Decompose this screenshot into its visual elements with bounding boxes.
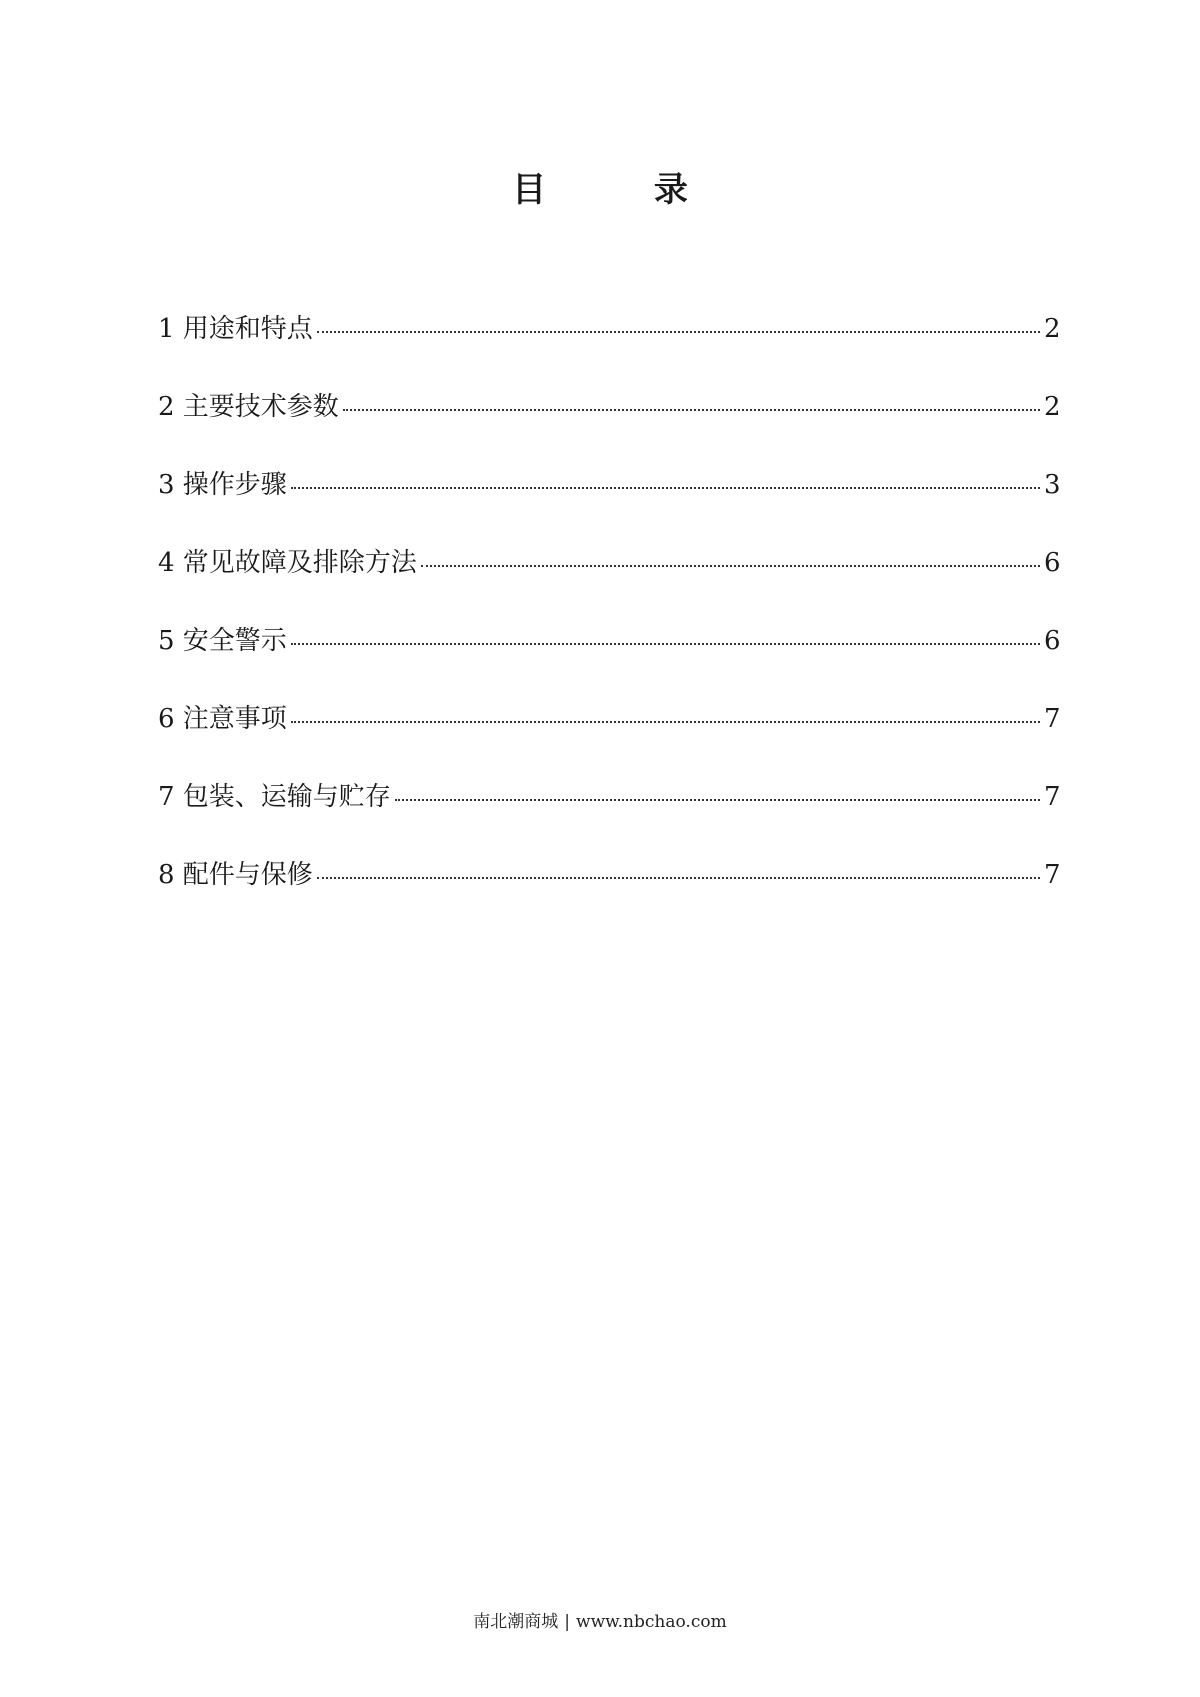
page-title: 目 录 <box>512 169 736 210</box>
toc-entry-1[interactable] <box>158 316 1060 394</box>
toc-entry-page: 2 <box>1044 392 1061 422</box>
toc-entry-page: 7 <box>1044 704 1061 734</box>
toc-entry-4[interactable] <box>158 550 1060 628</box>
toc-entry-page: 3 <box>1044 470 1061 500</box>
toc-entry-page: 2 <box>1044 314 1061 344</box>
toc-entry-2[interactable] <box>158 394 1060 472</box>
footer-url-link[interactable]: www.nbchao.com <box>576 1612 727 1632</box>
toc-entry-page: 7 <box>1044 782 1061 812</box>
toc-entry-label: 1 用途和特点 <box>158 314 313 344</box>
toc-entry-8[interactable] <box>158 862 1060 940</box>
toc-dot-leader <box>317 877 1040 879</box>
toc-dot-leader <box>291 721 1040 723</box>
toc-entry-5[interactable] <box>158 628 1060 706</box>
toc-entry-7[interactable] <box>158 784 1060 862</box>
toc-entry-6[interactable] <box>158 706 1060 784</box>
toc-dot-leader <box>421 565 1040 567</box>
toc-entry-label: 3 操作步骤 <box>158 470 287 500</box>
toc-entry-label: 7 包装、运输与贮存 <box>158 782 391 812</box>
toc-entry-label: 2 主要技术参数 <box>158 392 339 422</box>
toc-dot-leader <box>343 409 1040 411</box>
footer-brand: 南北潮商城 <box>473 1612 559 1632</box>
footer-separator: | <box>564 1612 571 1632</box>
toc-entry-label: 6 注意事项 <box>158 704 287 734</box>
toc-entry-page: 6 <box>1044 626 1061 656</box>
toc-entry-3[interactable] <box>158 472 1060 550</box>
toc-dot-leader <box>317 331 1040 333</box>
toc-entry-label: 4 常见故障及排除方法 <box>158 548 417 578</box>
toc-dot-leader <box>291 487 1040 489</box>
toc-entry-label: 5 安全警示 <box>158 626 287 656</box>
toc-entry-page: 6 <box>1044 548 1061 578</box>
toc-entry-page: 7 <box>1044 860 1061 890</box>
page-footer <box>0 1614 1200 1631</box>
toc-dot-leader <box>291 643 1040 645</box>
toc-dot-leader <box>395 799 1040 801</box>
table-of-contents <box>158 316 1060 940</box>
toc-entry-label: 8 配件与保修 <box>158 860 313 890</box>
